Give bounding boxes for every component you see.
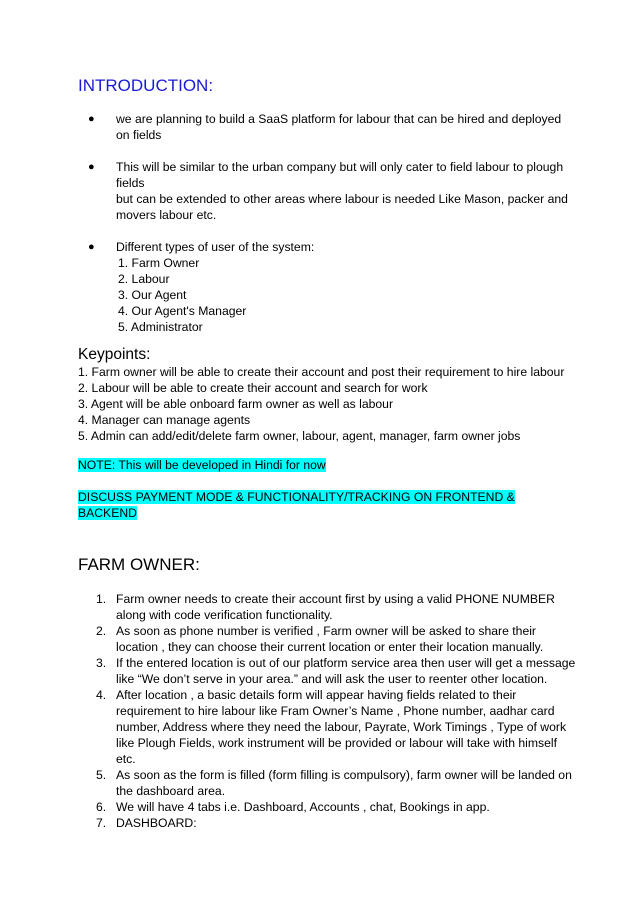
step-item — [78, 655, 578, 687]
introduction-bullet-list — [78, 111, 578, 351]
step-text: Farm owner needs to create their account first by using a valid PHONE NUMBER — [116, 592, 555, 606]
bullet-dot-icon: ● — [88, 113, 95, 125]
step-number: 4. — [96, 688, 107, 702]
keypoint-item: 2. Labour will be able to create their account and search for work — [78, 381, 428, 395]
keypoint-item: 4. Manager can manage agents — [78, 413, 251, 427]
step-number: 6. — [96, 800, 107, 814]
keypoints-list — [78, 364, 564, 444]
bullet-text: Different types of user of the system: — [116, 240, 315, 254]
step-number: 1. — [96, 592, 107, 606]
hindi-note — [78, 457, 326, 473]
step-text: If the entered location is out of our platform service area then user will get a message — [116, 656, 576, 670]
step-text: DASHBOARD: — [116, 816, 197, 830]
bullet-text: we are planning to build a SaaS platform for labour that can be hired and deployed — [116, 112, 562, 126]
bullet-item — [78, 111, 578, 143]
introduction-heading: INTRODUCTION: — [78, 76, 214, 95]
bullet-text: This will be similar to the urban company but will only cater to field labour to plough — [116, 160, 564, 174]
bullet-text: fields — [116, 176, 145, 190]
user-type-item: 5. Administrator — [118, 320, 203, 334]
step-text: After location , a basic details form will appear having fields related to their — [116, 688, 517, 702]
step-text: the dashboard area. — [116, 784, 226, 798]
bullet-dot-icon: ● — [88, 161, 95, 173]
bullet-dot-icon: ● — [88, 241, 95, 253]
step-item — [78, 687, 578, 767]
step-text: along with code verification functionality. — [116, 608, 333, 622]
farm-owner-steps-list — [78, 591, 578, 831]
user-type-item: 1. Farm Owner — [118, 256, 200, 270]
step-text: As soon as phone number is verified , Farm owner will be asked to share their — [116, 624, 536, 638]
step-item — [78, 799, 578, 815]
bullet-text: but can be extended to other areas where labour is needed Like Mason, packer and — [116, 192, 568, 206]
keypoint-item: 5. Admin can add/edit/delete farm owner, labour, agent, manager, farm owner jobs — [78, 429, 521, 443]
bullet-item — [78, 159, 578, 223]
step-item — [78, 767, 578, 799]
step-number: 5. — [96, 768, 107, 782]
step-number: 2. — [96, 624, 107, 638]
highlighted-note-text: BACKEND — [78, 506, 137, 520]
step-text: As soon as the form is filled (form filling is compulsory), farm owner will be landed on — [116, 768, 572, 782]
step-text: number, Address where they need the labour, Payrate, Work Timings , Type of work — [116, 720, 567, 734]
keypoints-heading: Keypoints: — [78, 346, 151, 363]
step-item — [78, 815, 578, 831]
step-item — [78, 591, 578, 623]
step-text: location , they can choose their current location or enter their location manually. — [116, 640, 544, 654]
highlighted-note-text: NOTE: This will be developed in Hindi for now — [78, 458, 326, 472]
step-text: like “We don’t serve in your area.” and will ask the user to reenter other location. — [116, 672, 548, 686]
step-number: 3. — [96, 656, 107, 670]
farm-owner-heading: FARM OWNER: — [78, 555, 200, 574]
user-type-item: 2. Labour — [118, 272, 170, 286]
bullet-item — [78, 239, 578, 335]
keypoint-item: 1. Farm owner will be able to create their account and post their requirement to hire labour — [78, 365, 565, 379]
bullet-text: on fields — [116, 128, 162, 142]
step-item — [78, 623, 578, 655]
user-type-item: 4. Our Agent's Manager — [118, 304, 247, 318]
step-text: like Plough Fields, work instrument will be provided or labour will take with himself — [116, 736, 557, 750]
step-text: We will have 4 tabs i.e. Dashboard, Accounts , chat, Bookings in app. — [116, 800, 490, 814]
highlighted-note-text: DISCUSS PAYMENT MODE & FUNCTIONALITY/TRACKING ON FRONTEND & — [78, 490, 515, 504]
step-text: requirement to hire labour like Fram Owner’s Name , Phone number, aadhar card — [116, 704, 555, 718]
user-type-item: 3. Our Agent — [118, 288, 187, 302]
bullet-text: movers labour etc. — [116, 208, 217, 222]
step-text: etc. — [116, 752, 136, 766]
keypoint-item: 3. Agent will be able onboard farm owner as well as labour — [78, 397, 394, 411]
step-number: 7. — [96, 816, 107, 830]
payment-note — [78, 489, 538, 521]
